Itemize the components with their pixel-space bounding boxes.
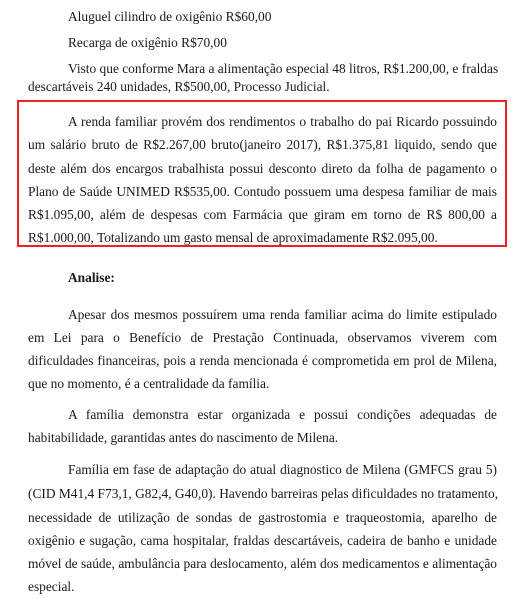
income-line: R$1.095,00, além de despesas com Farmácia que giram em torno de R$ 800,00 a xyxy=(28,207,497,222)
analysis-para3-line: (CID M41,4 F73,1, G82,4, G40,0). Havendo barreiras pelas dificuldades no tratamento, xyxy=(28,486,499,501)
cost-line-oxygen-refill: Recarga de oxigênio R$70,00 xyxy=(68,35,227,50)
analysis-para2-line: habitabilidade, garantidas antes do nascimento de Milena. xyxy=(28,430,339,445)
analysis-para1-line: Apesar dos mesmos possuírem uma renda familiar acima do limite estipulado xyxy=(68,307,497,322)
income-line: deste além dos encargos trabalhista possui desconto direto da folha de pagamento o xyxy=(28,161,497,176)
analysis-para1-line: em Lei para o Benefício de Prestação Continuada, observamos viverem com xyxy=(28,330,497,345)
analysis-para3-line: oxigênio e sugação, cama hospitalar, fraldas descartáveis, cadeira de banho e unidade xyxy=(28,533,497,548)
income-line: Plano de Saúde UNIMED R$535,00. Contudo possuem uma despesa familiar de mais xyxy=(28,184,497,199)
cost-line-diapers-judicial: descartáveis 240 unidades, R$500,00, Processo Judicial. xyxy=(28,79,330,94)
cost-line-oxygen-rental: Aluguel cilindro de oxigênio R$60,00 xyxy=(68,9,272,24)
analysis-para3-line: especial. xyxy=(28,579,75,594)
analysis-para2-line: A família demonstra estar organizada e possui condições adequadas de xyxy=(68,407,497,422)
analysis-para1-line: que no momento, é a centralidade da família. xyxy=(28,376,270,391)
analysis-para3-line: Família em fase de adaptação do atual diagnostico de Milena (GMFCS grau 5) xyxy=(68,462,497,477)
analysis-para3-line: necessidade de utilização de sondas de gastrostomia e traqueostomia, aparelho de xyxy=(28,510,497,525)
analysis-para1-line: dificuldades financeiras, pois a renda mencionada é comprometida em prol de Milena, xyxy=(28,353,497,368)
cost-line-food-diapers: Visto que conforme Mara a alimentação especial 48 litros, R$1.200,00, e fraldas xyxy=(68,61,499,76)
income-line: R$1.000,00, Totalizando um gasto mensal de aproximadamente R$2.095,00. xyxy=(28,230,438,245)
analysis-para3-line: móvel de saúde, ambulância para deslocamento, além dos medicamentos e alimentação xyxy=(28,556,497,571)
income-line: um salário bruto de R$2.267,00 bruto(janeiro 2017), R$1.375,81 liquido, sendo que xyxy=(28,137,497,152)
analysis-heading: Analise: xyxy=(68,270,115,285)
income-line: A renda familiar provém dos rendimentos o trabalho do pai Ricardo possuindo xyxy=(68,114,497,129)
